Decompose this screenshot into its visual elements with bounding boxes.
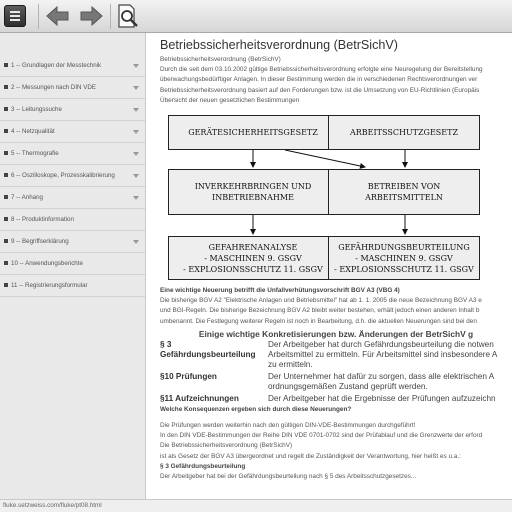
chevron-down-icon[interactable] (133, 108, 139, 112)
bullet-icon (4, 283, 8, 287)
chevron-down-icon[interactable] (133, 64, 139, 68)
status-url: fluke.setzweiss.com/fluke/pt08.html (3, 502, 102, 509)
section-line: umbenannt. Die Festlegung weiterer Regeln ist noch in Bearbeitung, d.h. die aktuellen Neuerungen sind bei den (160, 317, 477, 325)
intro-line: Übersicht der neuen gesetzlichen Bestimmungen (160, 96, 300, 104)
diagram-box-geraetesicherheitsgesetz: GERÄTESICHERHEITSGESETZ (168, 115, 338, 150)
key-table-text: Der Unternehmer hat dafür zu sorgen, dass alle elektrischen A (268, 371, 495, 381)
sidebar-item-anhang[interactable] (0, 187, 145, 209)
key-table-label: § 3 Gefährdungsbeurteilung (160, 339, 256, 359)
closing-line: ist als Gesetz der BGV A3 übergeordnet und regelt die Zuständigkeit der Verantwortung, hier heißt es u.a.: (160, 452, 461, 460)
closing-line: Die Betriebssicherheitsverordnung (BetrSichV) (160, 442, 293, 450)
bullet-icon (4, 173, 8, 177)
chevron-down-icon[interactable] (133, 196, 139, 200)
bullet-icon (4, 85, 8, 89)
sidebar-item-label: 4 -- Netzqualität (11, 128, 55, 135)
toolbar-divider (110, 4, 111, 29)
regulation-diagram (160, 112, 490, 282)
diagram-box-inverkehrbringen: INVERKEHRBRINGEN UND INBETRIEBNAHME (168, 169, 338, 215)
bullet-icon (4, 239, 8, 243)
status-bar (0, 499, 512, 512)
closing-line: Die Prüfungen werden weiterhin nach den gültigen DIN-VDE-Bestimmungen durchgeführt! (160, 422, 416, 430)
key-table-label: §10 Prüfungen (160, 371, 217, 381)
bullet-icon (4, 151, 8, 155)
diagram-box-arbeitsschutzgesetz: ARBEITSSCHUTZGESETZ (328, 115, 480, 150)
section-line: und BGI-Regeln. Die bisherige Bezeichnung BGV A2 bleibt weiter bestehen, erhält jedoch einen anderen Inhalt b (160, 307, 480, 315)
sidebar-item-label: 7 -- Anhang (11, 194, 43, 201)
hamburger-icon[interactable] (4, 5, 26, 27)
chevron-down-icon[interactable] (133, 130, 139, 134)
section-heading: Eine wichtige Neuerung betrifft die Unfallverhütungsvorschrift BGV A3 (VBG 4) (160, 287, 400, 295)
sidebar-item-netzqualitaet[interactable] (0, 121, 145, 143)
sidebar-item-label: 11 -- Registrierungsformular (11, 282, 88, 289)
bullet-icon (4, 63, 8, 67)
sidebar-nav (0, 33, 146, 505)
page-title: Betriebssicherheitsverordnung (BetrSichV) (160, 38, 398, 52)
sidebar-item-label: 1 -- Grundlagen der Messtechnik (11, 62, 102, 69)
sidebar-item-leitungssuche[interactable] (0, 99, 145, 121)
forward-arrow-icon[interactable] (78, 5, 104, 27)
sidebar-item-label: 8 -- Produktinformation (11, 216, 74, 223)
section-line: Die bisherige BGV A2 "Elektrische Anlagen und Betriebsmittel" hat ab 1. 1. 2005 die neue Bezeichnung BGV A3 e (160, 297, 482, 305)
document-search-icon[interactable] (114, 3, 140, 29)
toolbar (0, 0, 512, 33)
diagram-box-gefahrenanalyse: GEFAHRENANALYSE - MASCHINEN 9. GSGV - EXPLOSIONSSCHUTZ 11. GSGV (168, 236, 338, 280)
intro-line: Durch die seit dem 03.10.2002 gültige Betriebssicherheitsverordnung erfolgte eine Neuregelung der Bereitstellung (160, 66, 483, 74)
key-table-row (160, 372, 512, 392)
back-arrow-icon[interactable] (45, 5, 71, 27)
sidebar-item-label: 6 -- Oszilloskope, Prozesskalibrierung (11, 172, 115, 179)
intro-line: Betriebssicherheitsverordnung basiert auf den Forderungen bzw. ist die Umsetzung von EU-Richtlinien (Europäis (160, 86, 480, 94)
sidebar-item-registrierungsformular[interactable] (0, 275, 145, 297)
bullet-icon (4, 195, 8, 199)
sidebar-item-grundlagen[interactable] (0, 55, 145, 77)
chevron-down-icon[interactable] (133, 240, 139, 244)
key-table-text: zu ermitteln. (268, 359, 313, 369)
key-table-heading: Einige wichtige Konkretisierungen bzw. Änderungen der BetrSichV g (198, 328, 474, 339)
intro-line: Betriebssicherheitsverordnung (BetrSichV) (160, 56, 281, 63)
bullet-icon (4, 129, 8, 133)
chevron-down-icon[interactable] (133, 174, 139, 178)
diagram-box-gefaehrdungsbeurteilung: GEFÄHRDUNGSBEURTEILUNG - MASCHINEN 9. GSGV - EXPLOSIONSSCHUTZ 11. GSGV (328, 236, 480, 280)
closing-line: In den DIN VDE-Bestimmungen der Reihe DIN VDE 0701-0702 sind der Prüfablauf und die Grenzwerte der erford (160, 432, 483, 440)
bullet-icon (4, 217, 8, 221)
key-table-row (160, 394, 512, 404)
key-table-text: ordnungsgemäßen Zustand geprüft werden. (268, 381, 428, 391)
subheading: § 3 Gefährdungsbeurteilung (160, 462, 246, 470)
key-table-text: Der Arbeitgeber hat die Ergebnisse der Prüfungen aufzuzeichn (268, 393, 496, 403)
chevron-down-icon[interactable] (133, 152, 139, 156)
toolbar-divider (38, 4, 39, 29)
sidebar-item-label: 10 -- Anwendungsberichte (11, 260, 83, 267)
sidebar-item-anwendungsberichte[interactable] (0, 253, 145, 275)
bullet-icon (4, 261, 8, 265)
question-text: Welche Konsequenzen ergeben sich durch diese Neuerungen? (160, 405, 352, 413)
main-content (160, 33, 512, 505)
chevron-down-icon[interactable] (133, 86, 139, 90)
key-table-label: §11 Aufzeichnungen (160, 393, 239, 403)
sidebar-item-label: 2 -- Messungen nach DIN VDE (11, 84, 96, 91)
sidebar-item-thermografie[interactable] (0, 143, 145, 165)
key-table-row (160, 340, 512, 370)
key-table-text: Arbeitsmittel zu ermitteln. Für Arbeitsmittel sind insbesondere A (268, 349, 498, 359)
sidebar-item-produktinformation[interactable] (0, 209, 145, 231)
sidebar-item-oszilloskope[interactable] (0, 165, 145, 187)
sidebar-item-label: 9 -- Begriffserklärung (11, 238, 69, 245)
intro-line: überwachungsbedürftiger Anlagen. In dieser Bestimmung werden die in verschiedenen Rechtsverordnungen ver (160, 76, 478, 84)
sidebar-item-begriffserklaerung[interactable] (0, 231, 145, 253)
bullet-icon (4, 107, 8, 111)
key-table-text: Der Arbeitgeber hat durch Gefährdungsbeurteilung die notwen (268, 339, 494, 349)
sidebar-item-label: 3 -- Leitungssuche (11, 106, 62, 113)
sidebar-item-messungen[interactable] (0, 77, 145, 99)
diagram-box-betreiben: BETREIBEN VON ARBEITSMITTELN (328, 169, 480, 215)
sidebar-item-label: 5 -- Thermografie (11, 150, 59, 157)
closing-line: Der Arbeitgeber hat bei der Gefährdungsbeurteilung nach § 5 des Arbeitsschutzgesetzes... (160, 473, 417, 481)
